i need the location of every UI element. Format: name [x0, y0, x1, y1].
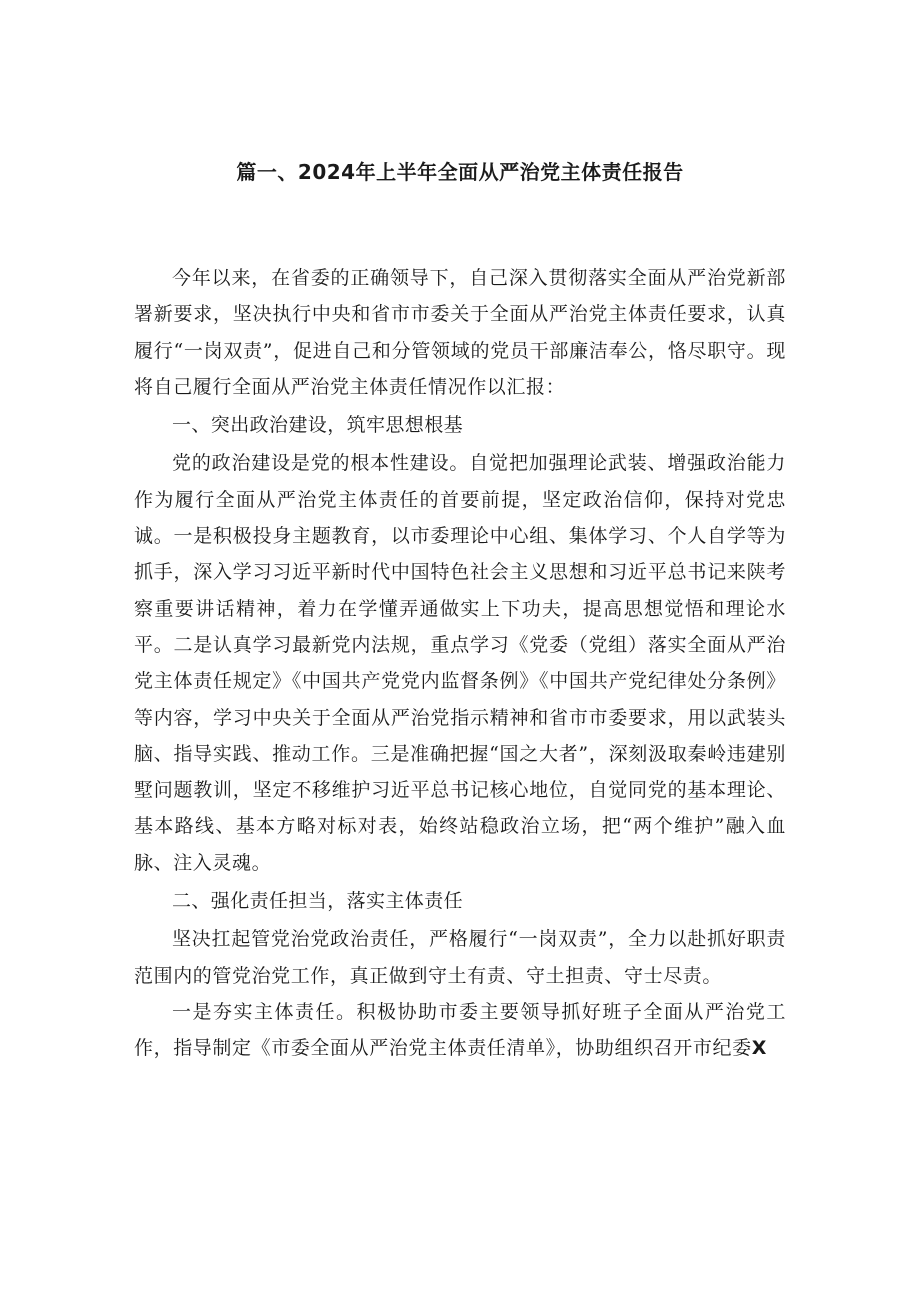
- section-2-paragraph-1: 坚决扛起管党治党政治责任，严格履行“一岗双责”，全力以赴抓好职责范围内的管党治党工作，真正做到守土有责、守土担责、守士尽责。: [134, 928, 786, 987]
- intro-paragraph: 今年以来，在省委的正确领导下，自己深入贯彻落实全面从严治党新部署新要求，坚决执行中央和省市市委关于全面从严治党主体责任要求，认真履行“一岗双责”，促进自己和分管领域的党员干部廉洁奉公，恪尽职守。现将自己履行全面从严治党主体责任情况作以汇报：: [134, 267, 786, 398]
- truncated-text-glyph: X: [751, 1037, 767, 1060]
- document-body: [134, 260, 786, 1067]
- section-2-paragraph-2-text: 一是夯实主体责任。积极协助市委主要领导抓好班子全面从严治党工作，指导制定《市委全面从严治党主体责任清单》，协助组织召开市纪委: [134, 1000, 786, 1060]
- section-heading-2: 二、强化责任担当，落实主体责任: [172, 890, 464, 913]
- section-2-paragraph-2: [134, 994, 786, 1067]
- document-title: 篇一、2024年上半年全面从严治党主体责任报告: [236, 160, 684, 184]
- section-heading-1: 一、突出政治建设，筑牢思想根基: [172, 414, 464, 437]
- section-1-paragraph: 党的政治建设是党的根本性建设。自觉把加强理论武装、增强政治能力作为履行全面从严治党主体责任的首要前提，坚定政治信仰，保持对党忠诚。一是积极投身主题教育，以市委理论中心组、集体学习、个人自学等为抓手，深入学习习近平新时代中国特色社会主义思想和习近平总书记来陕考察重要讲话精神，着力在学懂弄通做实上下功夫，提高思想觉悟和理论水平。二是认真学习最新党内法规，重点学习《党委（党组）落实全面从严治党主体责任规定》《中国共产党党内监督条例》《中国共产党纪律处分条例》等内容，学习中央关于全面从严治党指示精神和省市市委要求，用以武装头脑、指导实践、推动工作。三是准确把握“国之大者”，深刻汲取秦岭违建别墅问题教训，坚定不移维护习近平总书记核心地位，自觉同党的基本理论、基本路线、基本方略对标对表，始终站稳政治立场，把“两个维护”融入血脉、注入灵魂。: [134, 452, 786, 874]
